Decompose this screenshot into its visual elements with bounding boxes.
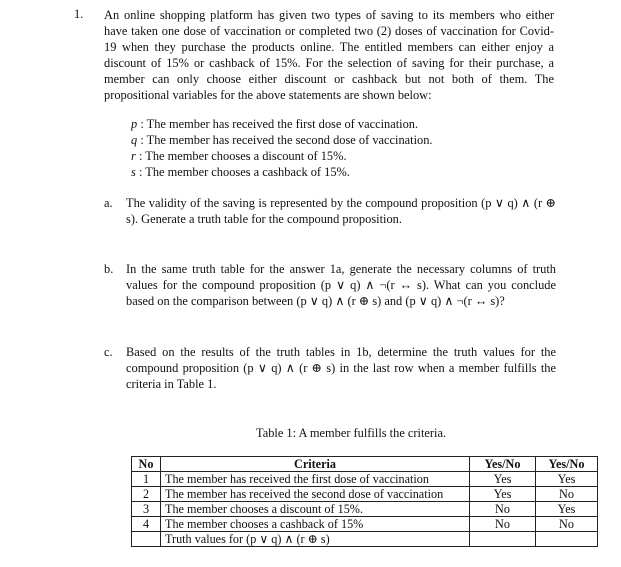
table-row: 3 The member chooses a discount of 15%. No Yes <box>132 502 598 517</box>
table-caption: Table 1: A member fulfills the criteria. <box>256 426 447 440</box>
header-criteria: Criteria <box>161 457 470 472</box>
part-a-label: a. <box>104 196 113 210</box>
header-yesno-2: Yes/No <box>536 457 598 472</box>
criteria-table <box>131 456 598 547</box>
table-footer-row <box>132 532 598 547</box>
part-b-text: In the same truth table for the answer 1a, generate the necessary columns of truth values for the compound proposition (p ∨ q) ∧ ¬(r ↔ s). What can you conclude based on the comparison between (p ∨ q) ∧ (r ⊕ s) and (p ∨ q) ∧ ¬(r ↔ s)? <box>126 262 556 308</box>
table-row: 2 The member has received the second dose of vaccination Yes No <box>132 487 598 502</box>
part-c-label: c. <box>104 345 113 359</box>
table-row: 4 The member chooses a cashback of 15% No No <box>132 517 598 532</box>
part-b-label: b. <box>104 262 114 276</box>
footer-truth-values: Truth values for (p ∨ q) ∧ (r ⊕ s) <box>161 532 470 547</box>
header-yesno-1: Yes/No <box>470 457 536 472</box>
footer-answer-1 <box>470 532 536 547</box>
variable-s: s : The member chooses a cashback of 15%. <box>131 165 350 179</box>
table-row: 1 The member has received the first dose of vaccination Yes Yes <box>132 472 598 487</box>
variable-list <box>131 116 433 180</box>
variable-p: p : The member has received the first dose of vaccination. <box>131 117 419 131</box>
question-number: 1. <box>74 7 84 21</box>
part-c-text: Based on the results of the truth tables in 1b, determine the truth values for the compound proposition (p ∨ q) ∧ (r ⊕ s) in the last row when a member fulfills the criteria in Table 1. <box>126 345 556 391</box>
variable-q: q : The member has received the second dose of vaccination. <box>131 133 433 147</box>
table-header-row <box>132 457 598 472</box>
footer-answer-2 <box>536 532 598 547</box>
question-intro: An online shopping platform has given two types of saving to its members who either have taken one dose of vaccination or completed two (2) doses of vaccination for Covid-19 when they purchase the products online. The entitled members can either enjoy a discount of 15% or cashback of 15%. For the selection of saving for their purchase, a member can only choose either discount or cashback but not both of them. The propositional variables for the above statements are shown below: <box>104 8 554 102</box>
part-a-text: The validity of the saving is represented by the compound proposition (p ∨ q) ∧ (r ⊕ s). Generate a truth table for the compound proposition. <box>126 196 556 226</box>
header-no: No <box>132 457 161 472</box>
variable-r: r : The member chooses a discount of 15%. <box>131 149 347 163</box>
